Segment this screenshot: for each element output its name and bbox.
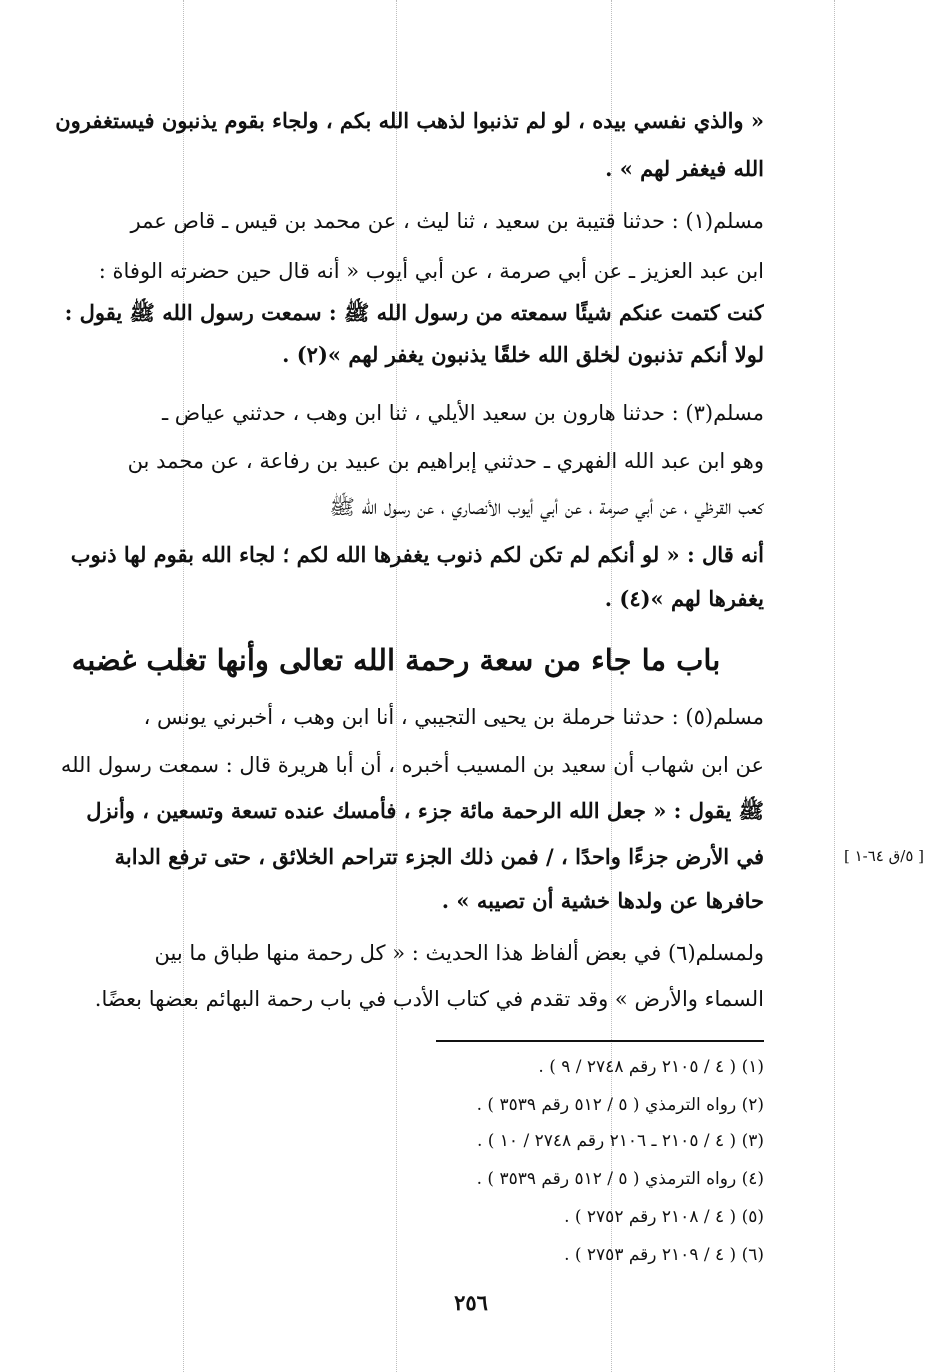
paragraph-4-line: في الأرض جزءًا واحدًا ، / فمن ذلك الجزء تتراحم الخلائق ، حتى ترفع الدابة: [114, 844, 764, 869]
paragraph-2-line: لولا أنكم تذنبون لخلق الله خلقًا يذنبون يغفر لهم »(٢) .: [282, 342, 764, 367]
paragraph-2-line: كنت كتمت عنكم شيئًا سمعته من رسول الله ﷺ : سمعت رسول الله ﷺ يقول :: [64, 300, 764, 325]
paragraph-3-line: كعب القرظي ، عن أبي صرمة ، عن أبي أيوب الأنصاري ، عن رسول الله ﷺ: [329, 495, 764, 519]
paragraph-4-line: مسلم(٥) : حدثنا حرملة بن يحيى التجيبي ، أنا ابن وهب ، أخبرني يونس ،: [143, 705, 764, 729]
paragraph-2-line: ابن عبد العزيز ـ عن أبي صرمة ، عن أبي أيوب « أنه قال حين حضرته الوفاة :: [98, 259, 764, 283]
footnote: (٦) ( ٤ / ٢١٠٩ رقم ٢٧٥٣ ) .: [564, 1245, 764, 1265]
paragraph-1-line: الله فيغفر لهم » .: [605, 156, 764, 181]
paragraph-3-line: مسلم(٣) : حدثنا هارون بن سعيد الأيلي ، ثنا ابن وهب ، حدثني عياض ـ: [161, 401, 764, 425]
footnote: (٤) رواه الترمذي ( ٥ / ٥١٢ رقم ٣٥٣٩ ) .: [476, 1169, 764, 1189]
manuscript-margin-note: [ ٥/ق ٦٤-١ ]: [843, 847, 924, 865]
paragraph-3-line: يغفرها لهم »(٤) .: [604, 586, 764, 611]
paragraph-5-line: ولمسلم(٦) في بعض ألفاظ هذا الحديث : « كل رحمة منها طباق ما بين: [154, 941, 764, 965]
paragraph-4-line: ﷺ يقول : « جعل الله الرحمة مائة جزء ، فأمسك عنده تسعة وتسعين ، وأنزل: [86, 798, 764, 823]
paragraph-3-line: وهو ابن عبد الله الفهري ـ حدثني إبراهيم بن عبيد بن رفاعة ، عن محمد بن: [127, 449, 764, 473]
footnote: (١) ( ٤ / ٢١٠٥ رقم ٢٧٤٨ / ٩ ) .: [538, 1057, 764, 1077]
paragraph-4-line: حافرها عن ولدها خشية أن تصيبه » .: [441, 888, 764, 913]
chapter-heading: باب ما جاء من سعة رحمة الله تعالى وأنها تغلب غضبه: [71, 643, 721, 677]
footnote: (٥) ( ٤ / ٢١٠٨ رقم ٢٧٥٢ ) .: [564, 1207, 764, 1227]
page-number: ٢٥٦: [454, 1290, 488, 1315]
paragraph-2-line: مسلم(١) : حدثنا قتيبة بن سعيد ، ثنا ليث ، عن محمد بن قيس ـ قاص عمر: [130, 209, 764, 233]
paragraph-3-line: أنه قال : « لو أنكم لم تكن لكم ذنوب يغفرها الله لكم ؛ لجاء الله بقوم لها ذنوب: [70, 542, 764, 567]
scan-guide-line: [834, 0, 835, 1372]
footnote: (٢) رواه الترمذي ( ٥ / ٥١٢ رقم ٣٥٣٩ ) .: [476, 1095, 764, 1115]
footnote-separator: [436, 1040, 764, 1042]
paragraph-4-line: عن ابن شهاب أن سعيد بن المسيب أخبره ، أن أبا هريرة قال : سمعت رسول الله: [60, 753, 764, 777]
footnote: (٣) ( ٤ / ٢١٠٥ ـ ٢١٠٦ رقم ٢٧٤٨ / ١٠ ) .: [476, 1131, 764, 1151]
paragraph-1-line: « والذي نفسي بيده ، لو لم تذنبوا لذهب الله بكم ، ولجاء بقوم يذنبون فيستغفرون: [55, 108, 764, 133]
paragraph-5-line: السماء والأرض » وقد تقدم في كتاب الأدب في باب رحمة البهائم بعضها بعضًا.: [94, 987, 764, 1011]
